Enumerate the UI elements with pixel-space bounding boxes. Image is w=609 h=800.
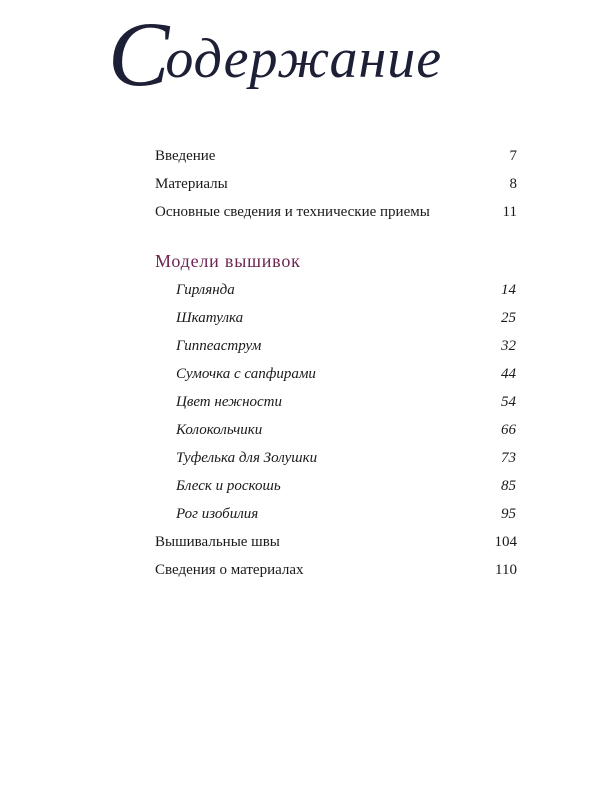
toc-entry-materials[interactable]	[155, 173, 517, 195]
toc-model-entry[interactable]	[176, 447, 516, 469]
section-heading-embroidery-models: Модели вышивок	[155, 251, 301, 271]
title-initial: С	[108, 3, 170, 105]
toc-entry-page: 11	[502, 204, 517, 220]
toc-model-entry[interactable]	[176, 391, 516, 413]
toc-model-entry[interactable]	[176, 503, 516, 525]
toc-entry-page: 14	[501, 282, 516, 298]
title-rest: одержание	[165, 28, 443, 90]
toc-entry-label: Материалы	[155, 176, 228, 192]
toc-entry-materials-info[interactable]	[155, 559, 517, 581]
toc-model-entry[interactable]	[176, 475, 516, 497]
toc-entry-page: 8	[509, 176, 517, 192]
toc-entry-label: Сведения о материалах	[155, 562, 304, 578]
toc-entry-page: 104	[494, 534, 517, 550]
toc-entry-label: Шкатулка	[176, 310, 244, 326]
toc-model-entry[interactable]	[176, 279, 516, 301]
toc-entry-page: 25	[501, 310, 516, 326]
toc-entry-page: 95	[501, 506, 516, 522]
toc-entry-page: 110	[495, 562, 517, 578]
toc-entry-page: 66	[501, 422, 516, 438]
toc-entry-stitches[interactable]	[155, 531, 517, 553]
toc-entry-page: 54	[501, 394, 516, 410]
toc-entry-page: 44	[501, 366, 516, 382]
toc-entry-page: 73	[501, 450, 516, 466]
toc-model-entry[interactable]	[176, 307, 516, 329]
toc-entry-label: Сумочка с сапфирами	[176, 366, 316, 382]
toc-entry-page: 7	[509, 148, 517, 164]
toc-entry-label: Цвет нежности	[176, 394, 282, 410]
toc-entry-label: Туфелька для Золушки	[176, 450, 318, 466]
toc-entry-label: Гирлянда	[176, 282, 235, 298]
toc-entry-label: Основные сведения и технические приемы	[155, 204, 430, 220]
toc-entry-label: Блеск и роскошь	[176, 478, 281, 494]
toc-entry-label: Введение	[155, 148, 216, 164]
toc-entry-label: Рог изобилия	[176, 506, 259, 522]
toc-entry-introduction[interactable]	[155, 145, 517, 167]
toc-model-entry[interactable]	[176, 335, 516, 357]
toc-entry-page: 85	[501, 478, 516, 494]
toc-entry-label: Гиппеаструм	[176, 338, 262, 354]
toc-entry-label: Вышивальные швы	[155, 534, 280, 550]
toc-entry-basics[interactable]	[155, 201, 517, 223]
toc-model-entry[interactable]	[176, 419, 516, 441]
toc-model-entry[interactable]	[176, 363, 516, 385]
toc-entry-label: Колокольчики	[176, 422, 263, 438]
toc-entry-page: 32	[501, 338, 516, 354]
